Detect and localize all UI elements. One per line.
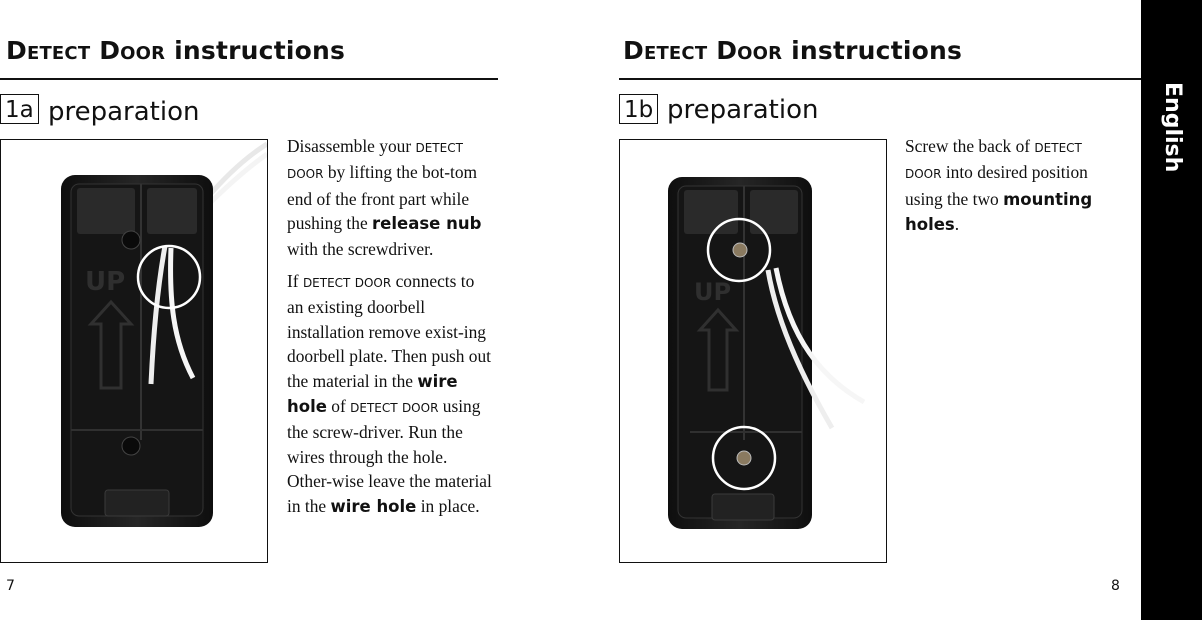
instruction-paragraph: If DETECT DOOR connects to an existing doorbell installation remove exist-ing doorbell plate. Then push out the material in the wire hole of DETECT DOOR using the screw-driver. Run the wires through the hole. Other-wise leave the material in the wire hole in place.	[287, 271, 492, 516]
mounting-hole	[122, 231, 140, 249]
step-number-badge: 1b	[619, 94, 658, 124]
svg-text:UP: UP	[85, 267, 126, 297]
svg-text:UP: UP	[694, 278, 732, 306]
left-heading-rule	[0, 78, 498, 80]
step-title: preparation	[667, 95, 819, 125]
instruction-paragraph: Disassemble your DETECT DOOR by lifting the bot-tom end of the front part while pushing the release nub with the screwdriver.	[287, 136, 482, 259]
keyword-wire-hole: wire hole	[287, 371, 458, 417]
mounting-screw	[733, 243, 747, 257]
external-wire	[207, 144, 267, 198]
keyword-mounting-holes: mounting holes	[905, 189, 1093, 235]
language-tab	[1141, 0, 1202, 620]
keyword-release-nub: release nub	[372, 214, 482, 234]
instruction-text-1b	[905, 134, 1093, 246]
instruction-paragraph: Screw the back of DETECT DOOR into desired position using the two mounting holes.	[905, 136, 1093, 235]
right-heading-rule	[619, 78, 1141, 80]
photo-back-plate-1b	[619, 139, 887, 563]
keyword-wire-hole: wire hole	[330, 496, 417, 516]
right-page-title: DETECT DOOR instructions	[623, 36, 963, 65]
left-page-title: DETECT DOOR instructions	[6, 36, 346, 65]
step-number-badge: 1a	[0, 94, 39, 124]
mounting-hole	[122, 437, 140, 455]
page-number-left: 7	[6, 578, 15, 594]
instruction-text-1a	[287, 134, 495, 527]
step-title: preparation	[48, 97, 200, 127]
language-tab-label: English	[1160, 82, 1185, 173]
photo-back-plate-1a	[0, 139, 268, 563]
mounting-screw	[737, 451, 751, 465]
page-number-right: 8	[1111, 578, 1120, 594]
